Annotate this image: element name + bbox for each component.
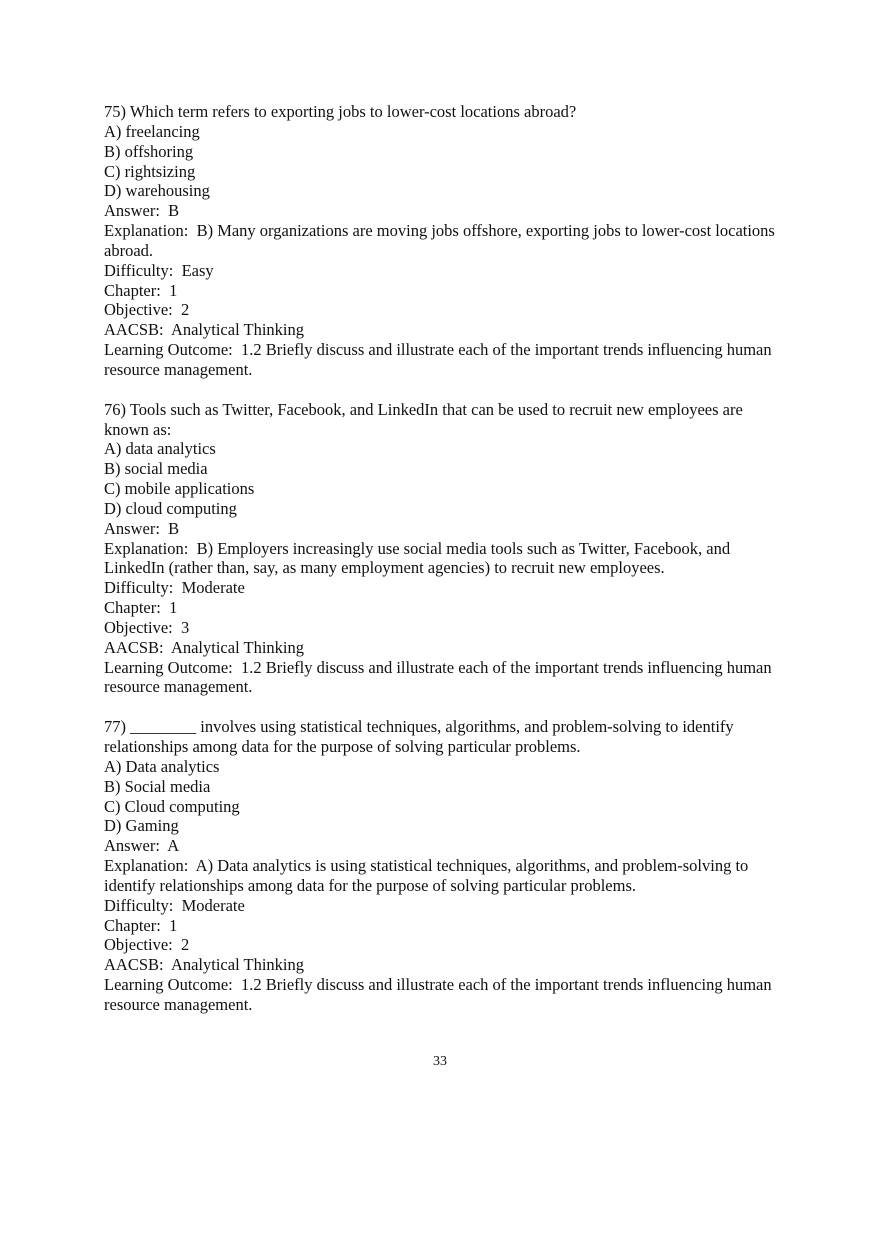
explanation: Explanation: B) Many organizations are moving jobs offshore, exporting jobs to lower-cost locations abroad. [104,221,779,260]
objective: Objective: 2 [104,300,190,320]
chapter: Chapter: 1 [104,280,178,300]
option-b: B) offshoring [104,141,194,161]
option-c: C) rightsizing [104,161,196,181]
objective: Objective: 2 [104,935,190,955]
option-a: A) data analytics [104,439,216,459]
question-stem: 76) Tools such as Twitter, Facebook, and LinkedIn that can be used to recruit new employees are known as: [104,399,747,439]
question-77 [104,717,784,1015]
option-c: C) mobile applications [104,479,255,499]
option-a: A) freelancing [104,121,200,141]
option-a: A) Data analytics [104,756,220,776]
aacsb: AACSB: Analytical Thinking [104,637,304,657]
question-stem: 77) ________ involves using statistical techniques, algorithms, and problem-solving to identify relationships among data for the purpose of solving particular problems. [104,717,738,756]
difficulty: Difficulty: Moderate [104,578,245,598]
question-76 [104,400,784,698]
option-b: B) social media [104,459,208,479]
difficulty: Difficulty: Moderate [104,895,245,915]
question-stem: 75) Which term refers to exporting jobs to lower-cost locations abroad? [104,102,577,121]
option-b: B) Social media [104,776,211,796]
learning-outcome: Learning Outcome: 1.2 Briefly discuss and illustrate each of the important trends influencing human resource management. [104,340,776,379]
option-c: C) Cloud computing [104,796,240,816]
explanation: Explanation: B) Employers increasingly use social media tools such as Twitter, Facebook, and LinkedIn (rather than, say, as many employment agencies) to recruit new employees. [104,538,735,578]
objective: Objective: 3 [104,617,190,637]
answer: Answer: A [104,836,180,856]
explanation: Explanation: A) Data analytics is using statistical techniques, algorithms, and problem-solving to identify relationships among data for the purpose of solving particular problems. [104,856,753,895]
answer: Answer: B [104,201,180,221]
answer: Answer: B [104,518,180,538]
question-list [104,102,784,1015]
learning-outcome: Learning Outcome: 1.2 Briefly discuss and illustrate each of the important trends influencing human resource management. [104,975,776,1014]
option-d: D) warehousing [104,181,210,201]
chapter: Chapter: 1 [104,598,178,618]
difficulty: Difficulty: Easy [104,260,214,280]
option-d: D) Gaming [104,816,179,836]
aacsb: AACSB: Analytical Thinking [104,955,304,975]
learning-outcome: Learning Outcome: 1.2 Briefly discuss and illustrate each of the important trends influencing human resource management. [104,657,776,697]
page-number: 33 [433,1054,447,1069]
aacsb: AACSB: Analytical Thinking [104,320,304,340]
option-d: D) cloud computing [104,498,237,518]
question-75 [104,102,784,380]
chapter: Chapter: 1 [104,915,178,935]
